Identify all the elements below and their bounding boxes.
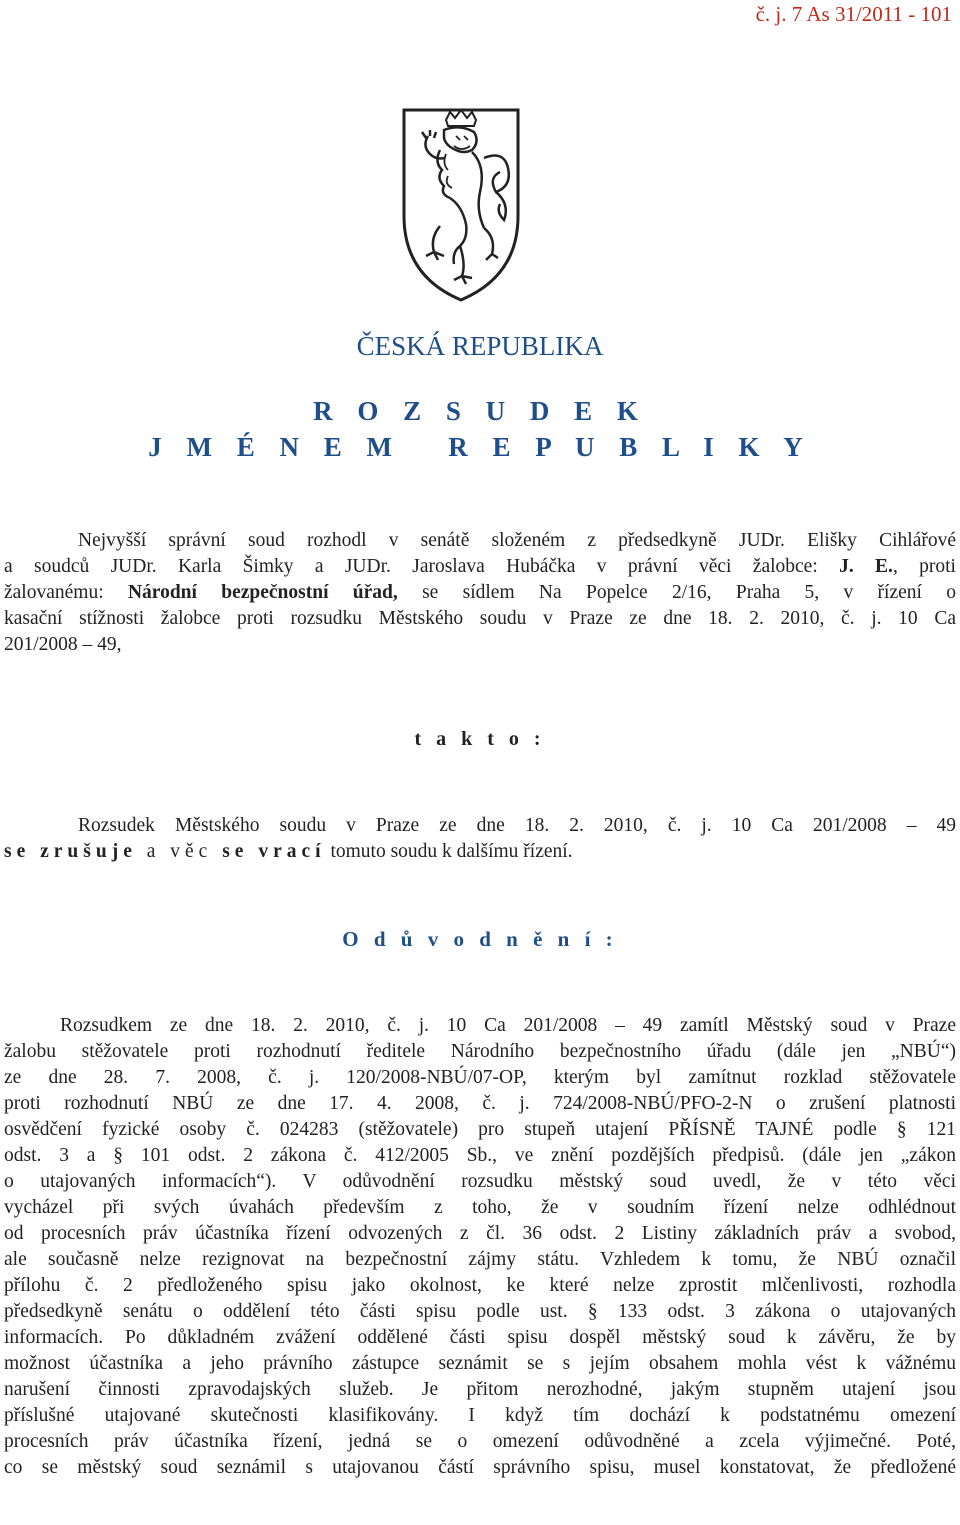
takto-heading: t a k t o : [414, 728, 546, 750]
reasoning-line: Rozsudkem ze dne 18. 2. 2010, č. j. 10 Ca 201/2008 – 49 zamítl Městský soud v Praze [60, 1015, 956, 1036]
reasoning-line: co se městský soud seznámil s utajovanou částí správního spisu, musel konstatovat, že předložené [4, 1457, 956, 1478]
intro-line: žalovanému: Národní bezpečnostní úřad, se sídlem Na Popelce 2/16, Praha 5, v řízení o [4, 582, 956, 603]
ruling-paragraph [4, 813, 956, 865]
ruling-return: se vrací [222, 841, 326, 862]
reasoning-line: odst. 3 a § 101 odst. 2 zákona č. 412/2005 Sb., ve znění pozdějších předpisů. (dále jen „zákon [4, 1145, 956, 1166]
reasoning-line: narušení činnosti zpravodajských služeb. Je přitom nerozhodné, jakým stupněm utajení jsou [4, 1379, 956, 1400]
reasoning-line: předsedkyně senátu o oddělení této části spisu podle ust. § 133 odst. 3 zákona o utajovaných [4, 1301, 956, 1322]
reasoning-line: informacích. Po důkladném zvážení oddělené části spisu dospěl městský soud k závěru, že by [4, 1327, 956, 1348]
reasoning-line: ale současně nelze rezignovat na bezpečnostní zájmy státu. Vzhledem k tomu, že NBÚ označil [4, 1249, 956, 1270]
reasoning-paragraph [4, 1013, 956, 1481]
reasoning-line: žalobu stěžovatele proti rozhodnutí ředitele Národního bezpečnostního úřadu (dále jen „NBÚ“) [4, 1041, 956, 1062]
reasoning-heading: O d ů v o d n ě n í : [342, 927, 618, 951]
intro-line: 201/2008 – 49, [4, 634, 122, 655]
plaintiff-name: J. E. [839, 556, 893, 577]
intro-line: a soudců JUDr. Karla Šimky a JUDr. Jaroslava Hubáčka v právní věci žalobce: J. E., proti [4, 556, 956, 577]
defendant-name: Národní bezpečnostní úřad, [127, 582, 398, 603]
reasoning-line: proti rozhodnutí NBÚ ze dne 17. 4. 2008, č. j. 724/2008-NBÚ/PFO-2-N o zrušení platnosti [4, 1093, 956, 1114]
ruling-annul: se zrušuje [4, 841, 137, 862]
ruling-line: se zrušuje a věc se vrací tomuto soudu k dalšímu řízení. [4, 841, 573, 862]
reasoning-line: možnost účastníka a jeho právního zástupce seznámit se s jejím obsahem mohla vést k vážnému [4, 1353, 956, 1374]
reasoning-line: od procesních práv účastníka řízení odvozených z čl. 36 odst. 2 Listiny základních práv a svobod, [4, 1223, 956, 1244]
reasoning-line: ze dne 28. 7. 2008, č. j. 120/2008-NBÚ/07-OP, kterým byl zamítnut rozklad stěžovatele [4, 1067, 956, 1088]
intro-line: Nejvyšší správní soud rozhodl v senátě složeném z předsedkyně JUDr. Elišky Cihlářové [78, 530, 956, 551]
case-number: č. j. 7 As 31/2011 - 101 [755, 2, 952, 26]
ruling-line: Rozsudek Městského soudu v Praze ze dne 18. 2. 2010, č. j. 10 Ca 201/2008 – 49 [78, 815, 956, 836]
reasoning-line: přílohu č. 2 předloženého spisu jako okolnost, ke které nelze zprostit mlčenlivosti, rozhodla [4, 1275, 956, 1296]
reasoning-line: osvědčení fyzické osoby č. 024283 (stěžovatele) pro stupeň utajení PŘÍSNĚ TAJNÉ podle § 121 [4, 1119, 956, 1140]
intro-line: kasační stížnosti žalobce proti rozsudku Městského soudu v Praze ze dne 18. 2. 2010, č. j. 10 Ca [4, 608, 956, 629]
reasoning-line: příslušné utajované skutečnosti klasifikovány. I když tím dochází k podstatnému omezení [4, 1405, 956, 1426]
verdict-subtitle: J M É N E M R E P U B L I K Y [148, 432, 812, 462]
intro-paragraph [4, 528, 956, 658]
reasoning-line: o utajovaných informacích“). V odůvodnění rozsudku městský soud uvedl, že v této věci [4, 1171, 956, 1192]
country-name: ČESKÁ REPUBLIKA [356, 331, 604, 361]
reasoning-line: procesních práv účastníka řízení, jedná se o omezení odůvodněné a zcela výjimečné. Poté, [4, 1431, 956, 1452]
reasoning-line: vycházel při svých úvahách především z toho, že v soudním řízení nelze odhlédnout [4, 1197, 956, 1218]
czech-lion-coat-of-arms-icon [400, 106, 522, 304]
verdict-title: R O Z S U D E K [313, 396, 647, 426]
